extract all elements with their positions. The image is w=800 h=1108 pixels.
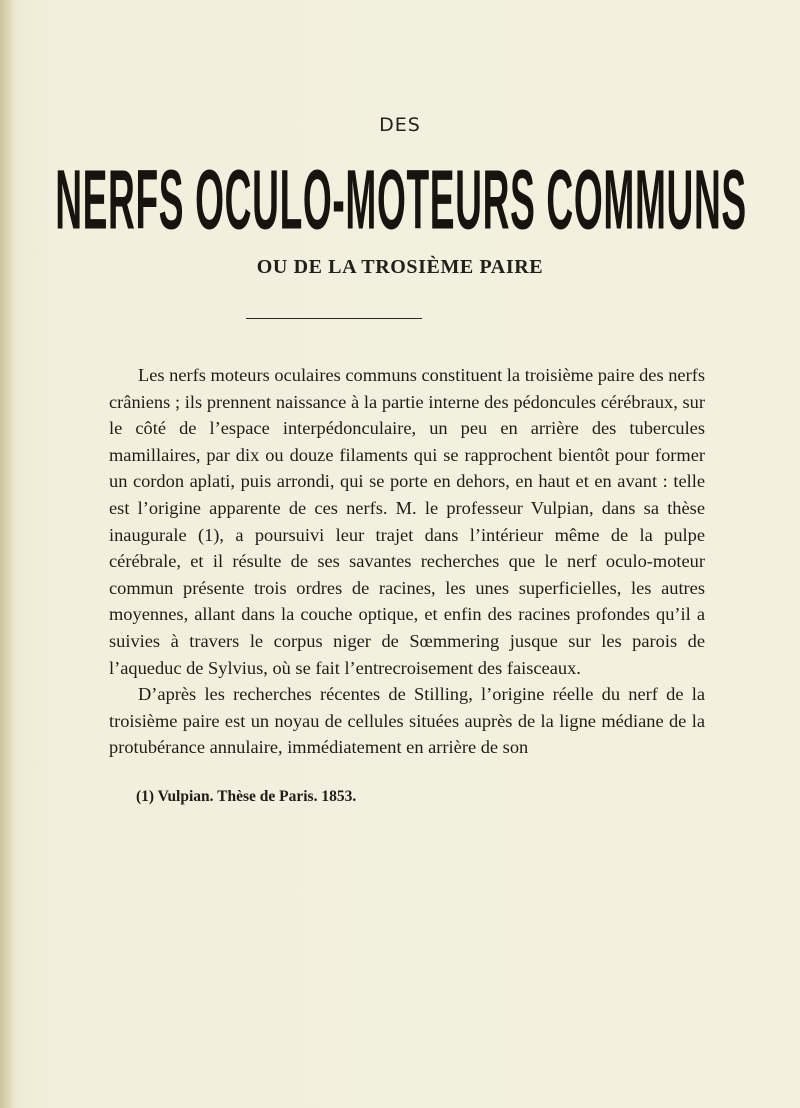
body-text bbox=[109, 362, 705, 761]
pre-title: DES bbox=[379, 114, 421, 136]
binding-edge bbox=[0, 0, 14, 1108]
paragraph-2: D’après les recherches récentes de Stilling, l’origine réelle du nerf de la troisième paire est un noyau de cellules situées auprès de la ligne médiane de la protubérance annulaire, immédiatement en arrière de son bbox=[109, 684, 705, 758]
paragraph-1: Les nerfs moteurs oculaires communs constituent la troisième paire des nerfs crâniens ; ils prennent naissance à la partie interne des pédoncules cérébraux, sur le côté de l’espace interpédonculaire, un peu en arrière des tubercules mamillaires, par dix ou douze filaments qui se rapprochent bientôt pour former un cordon aplati, puis arrondi, qui se porte en dehors, en haut et en avant : telle est l’origine apparente de ces nerfs. M. le professeur Vulpian, dans sa thèse inaugurale (1), a poursuivi leur trajet dans l’intérieur même de la pulpe cérébrale, et il résulte de ses savantes recherches que le nerf oculo-moteur commun présente trois ordres de racines, les unes superficielles, les autres moyennes, allant dans la couche optique, et enfin des racines profondes qu’il a suivies à travers le corpus niger de Sœmmering jusque sur les parois de l’aqueduc de Sylvius, où se fait l’entrecroisement des faisceaux. bbox=[109, 365, 705, 678]
section-divider bbox=[246, 318, 422, 319]
subtitle: OU DE LA TROSIÈME PAIRE bbox=[256, 256, 544, 278]
footnote: (1) Vulpian. Thèse de Paris. 1853. bbox=[136, 788, 357, 805]
page-title: NERFS OCULO-MOTEURS COMMUNS bbox=[55, 153, 747, 248]
